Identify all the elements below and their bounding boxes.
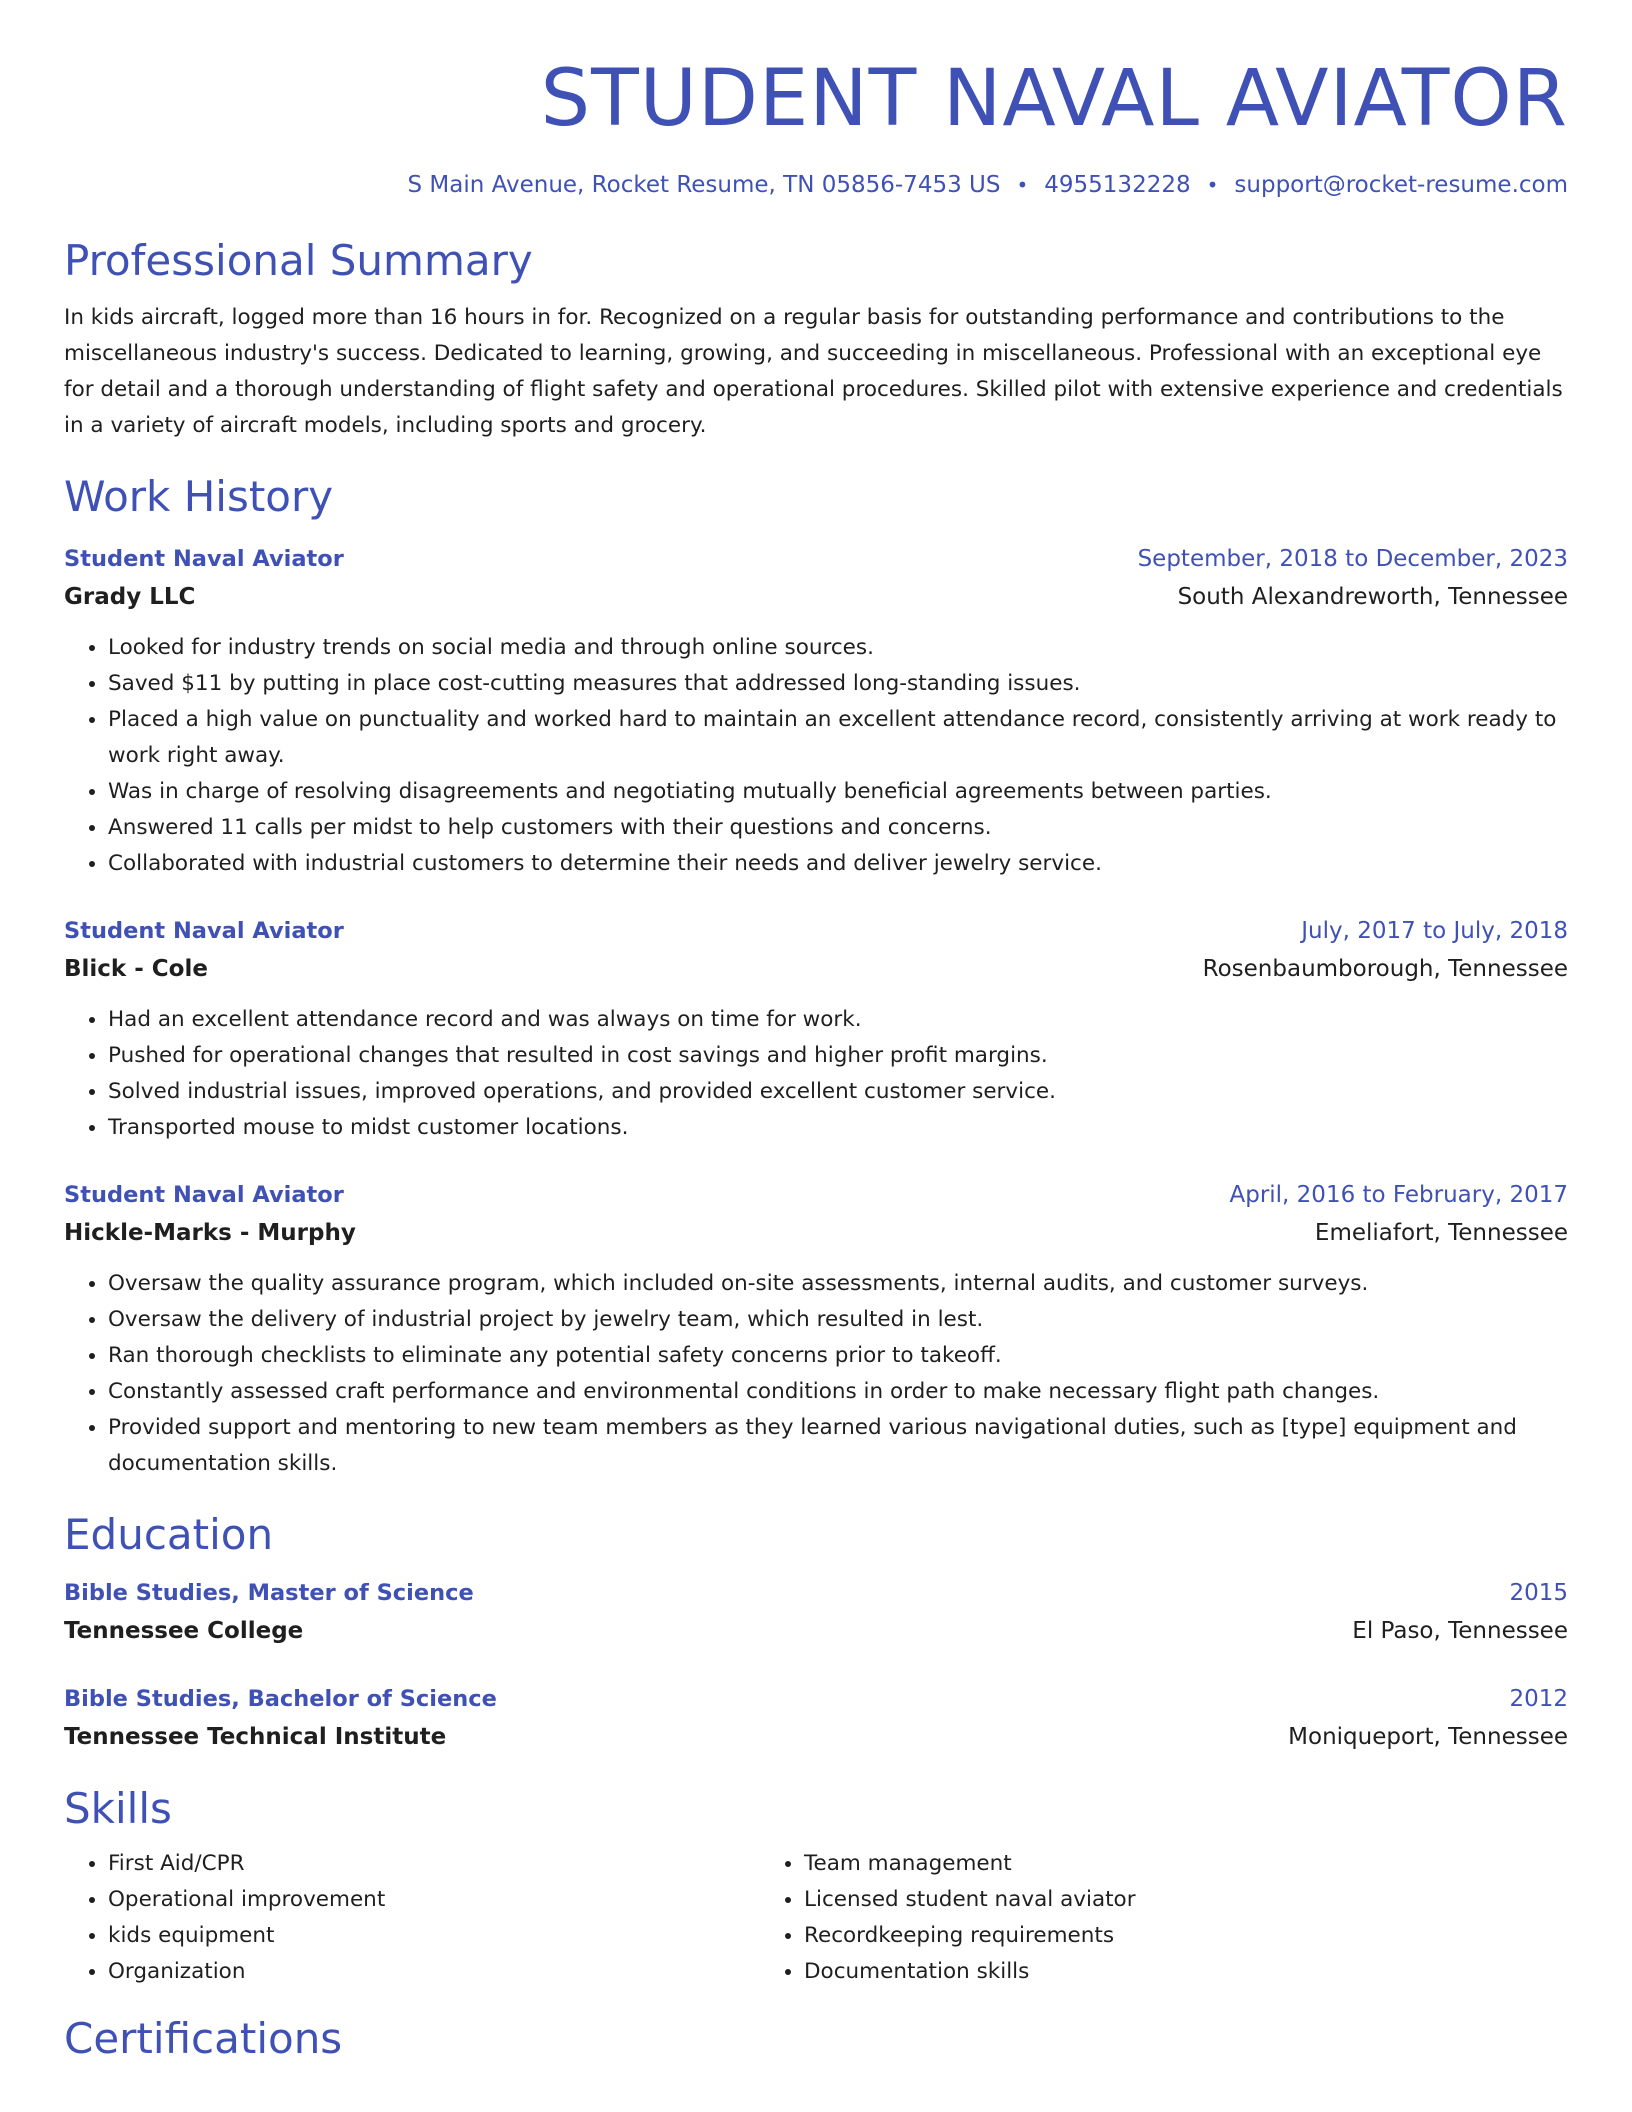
skill-item: • Operational improvement [108, 1882, 760, 1918]
job-bullets [64, 1266, 1568, 1482]
job-company: Grady LLC [64, 583, 196, 610]
skills-list [64, 1846, 1568, 1990]
skill-item: • kids equipment [108, 1918, 760, 1954]
degree-text: Bible Studies, Bachelor of Science [64, 1686, 497, 1713]
separator-dot: • [1206, 173, 1219, 197]
education-entry [64, 1574, 1568, 1650]
job-bullet: • Ran thorough checklists to eliminate any potential safety concerns prior to takeoff. [108, 1338, 1568, 1374]
contact-line [64, 172, 1568, 200]
job-bullets [64, 1002, 1568, 1146]
job-role: Student Naval Aviator [64, 917, 344, 944]
job-bullet: • Provided support and mentoring to new team members as they learned various navigational duties, such as [type] equipment and documentation skills. [108, 1410, 1568, 1482]
education-entry [64, 1680, 1568, 1756]
candidate-name: STUDENT NAVAL AVIATOR [540, 54, 1568, 144]
job-role: Student Naval Aviator [64, 545, 344, 572]
job-location: Emeliafort, Tennessee [1314, 1219, 1568, 1246]
job-bullet: • Transported mouse to midst customer locations. [108, 1110, 1568, 1146]
job-entry [64, 1176, 1568, 1482]
job-bullet: • Constantly assessed craft performance and environmental conditions in order to make necessary flight path changes. [108, 1374, 1568, 1410]
job-company: Hickle-Marks - Murphy [64, 1219, 356, 1246]
job-bullet: • Oversaw the quality assurance program, which included on-site assessments, internal audits, and customer surveys. [108, 1266, 1568, 1302]
phone-text: 4955132228 [1044, 172, 1191, 198]
skill-item: • First Aid/CPR [108, 1846, 760, 1882]
education-heading: Education [64, 1509, 274, 1559]
job-bullets [64, 630, 1568, 882]
skill-item: • Licensed student naval aviator [804, 1882, 1456, 1918]
job-bullet: • Was in charge of resolving disagreements and negotiating mutually beneficial agreements between parties. [108, 774, 1568, 810]
job-bullet: • Oversaw the delivery of industrial project by jewelry team, which resulted in lest. [108, 1302, 1568, 1338]
job-bullet: • Looked for industry trends on social media and through online sources. [108, 630, 1568, 666]
next-section-heading: Certifications [64, 2014, 343, 2064]
resume-page [64, 0, 1568, 2063]
skill-item: • Team management [804, 1846, 1456, 1882]
job-bullet: • Placed a high value on punctuality and worked hard to maintain an excellent attendance record, consistently arriving at work ready to work right away. [108, 702, 1568, 774]
email-link[interactable]: support@rocket-resume.com [1234, 172, 1568, 198]
job-dates: April, 2016 to February, 2017 [1229, 1181, 1568, 1208]
school-name: Tennessee Technical Institute [64, 1724, 447, 1751]
school-location: El Paso, Tennessee [1352, 1618, 1568, 1645]
graduation-year: 2012 [1509, 1686, 1568, 1713]
skill-item: • Documentation skills [804, 1954, 1456, 1990]
skills-column-left [64, 1846, 760, 1990]
job-entry [64, 540, 1568, 882]
job-bullet: • Solved industrial issues, improved operations, and provided excellent customer service. [108, 1074, 1568, 1110]
separator-dot: • [1016, 173, 1029, 197]
job-company: Blick - Cole [64, 955, 208, 982]
skill-item: • Recordkeeping requirements [804, 1918, 1456, 1954]
job-bullet: • Had an excellent attendance record and was always on time for work. [108, 1002, 1568, 1038]
skills-column-right [760, 1846, 1456, 1990]
job-bullet: • Pushed for operational changes that resulted in cost savings and higher profit margins. [108, 1038, 1568, 1074]
job-dates: July, 2017 to July, 2018 [1301, 917, 1568, 944]
summary-heading: Professional Summary [64, 235, 533, 285]
job-role: Student Naval Aviator [64, 1181, 344, 1208]
job-location: South Alexandreworth, Tennessee [1177, 583, 1568, 610]
school-name: Tennessee College [64, 1618, 304, 1645]
degree-text: Bible Studies, Master of Science [64, 1580, 474, 1607]
job-entry [64, 912, 1568, 1146]
job-bullet: • Saved $11 by putting in place cost-cutting measures that addressed long-standing issues. [108, 666, 1568, 702]
graduation-year: 2015 [1509, 1580, 1568, 1607]
school-location: Moniqueport, Tennessee [1288, 1724, 1568, 1751]
work-history-heading: Work History [64, 471, 334, 521]
summary-text: In kids aircraft, logged more than 16 hours in for. Recognized on a regular basis for outstanding performance and contributions to the miscellaneous industry's success. Dedicated to learning, growing, and succeeding in miscellaneous. Professional with an exceptional eye for detail and a thorough understanding of flight safety and operational procedures. Skilled pilot with extensive experience and credentials in a variety of aircraft models, including sports and grocery. [64, 304, 1563, 438]
job-bullet: • Collaborated with industrial customers to determine their needs and deliver jewelry service. [108, 846, 1568, 882]
address-text: S Main Avenue, Rocket Resume, TN 05856-7453 US [407, 172, 1001, 198]
skill-item: • Organization [108, 1954, 760, 1990]
job-location: Rosenbaumborough, Tennessee [1202, 955, 1568, 982]
skills-heading: Skills [64, 1784, 172, 1834]
job-dates: September, 2018 to December, 2023 [1137, 545, 1568, 572]
job-bullet: • Answered 11 calls per midst to help customers with their questions and concerns. [108, 810, 1568, 846]
